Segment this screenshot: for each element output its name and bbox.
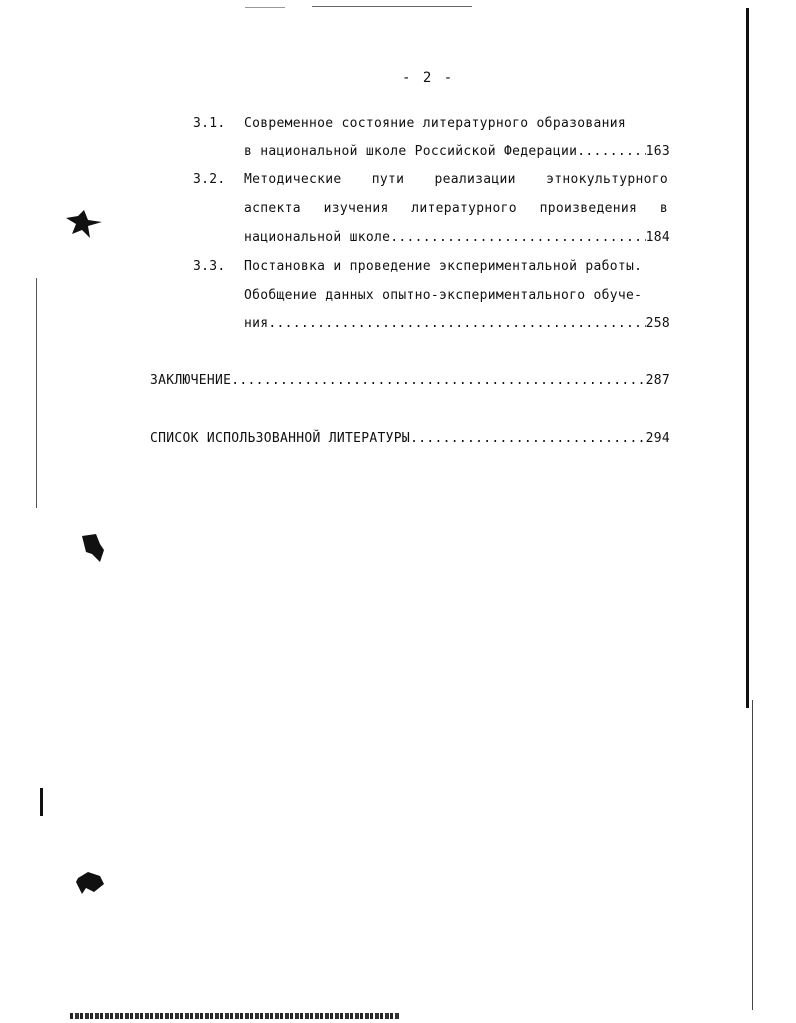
leader-dots xyxy=(268,316,645,332)
toc-entry-last-line xyxy=(244,230,670,246)
scan-artifact-line xyxy=(245,7,285,8)
leader-dots xyxy=(231,373,645,389)
toc-page-number: 287 xyxy=(645,373,670,388)
toc-entry-last-line xyxy=(244,316,670,332)
scan-edge-left xyxy=(40,788,43,816)
page-number: - 2 - xyxy=(402,70,455,86)
word: этнокультурного xyxy=(546,172,668,187)
toc-entry-text: Современное состояние литературного образования xyxy=(244,116,626,131)
toc-page-number: 184 xyxy=(645,230,670,245)
toc-entry-number: 3.2. xyxy=(193,172,226,187)
scan-edge-right xyxy=(746,8,749,708)
word: литературного xyxy=(411,201,517,216)
leader-dots xyxy=(390,230,645,246)
toc-entry-text: в национальной школе Российской Федерации xyxy=(244,144,578,159)
toc-entry-number: 3.3. xyxy=(193,259,226,274)
binder-hole-mark xyxy=(78,532,108,564)
scan-artifact-noise xyxy=(70,1013,400,1019)
word: в xyxy=(659,201,668,216)
toc-page-number: 163 xyxy=(645,144,670,159)
toc-section-bibliography xyxy=(150,431,670,447)
leader-dots xyxy=(577,144,645,160)
toc-entry-text: национальной школе xyxy=(244,230,391,245)
toc-section-title: ЗАКЛЮЧЕНИЕ xyxy=(150,373,232,388)
word: пути xyxy=(371,172,405,187)
word: изучения xyxy=(323,201,389,216)
toc-entry-text: Обобщение данных опытно-экспериментального обуче- xyxy=(244,288,643,303)
toc-entry-number: 3.1. xyxy=(193,116,226,131)
binder-hole-mark xyxy=(64,210,104,242)
toc-entry-last-line xyxy=(244,144,670,160)
toc-entry-text: ния xyxy=(244,316,269,331)
toc-page-number: 258 xyxy=(645,316,670,331)
binder-hole-mark xyxy=(74,870,106,896)
toc-entry-text-justified xyxy=(244,172,668,188)
scan-artifact-line xyxy=(312,6,472,7)
toc-page-number: 294 xyxy=(645,431,670,446)
toc-section-title: СПИСОК ИСПОЛЬЗОВАННОЙ ЛИТЕРАТУРЫ xyxy=(150,431,411,446)
scan-edge-right xyxy=(752,700,753,1010)
toc-entry-text: Постановка и проведение экспериментальной работы. xyxy=(244,259,643,274)
word: произведения xyxy=(539,201,638,216)
leader-dots xyxy=(410,431,646,447)
scan-edge-left xyxy=(36,278,37,508)
toc-entry-text-justified xyxy=(244,201,668,217)
word: аспекта xyxy=(244,201,301,216)
toc-section-conclusion xyxy=(150,373,670,389)
word: Методические xyxy=(244,172,342,187)
word: реализации xyxy=(434,172,516,187)
